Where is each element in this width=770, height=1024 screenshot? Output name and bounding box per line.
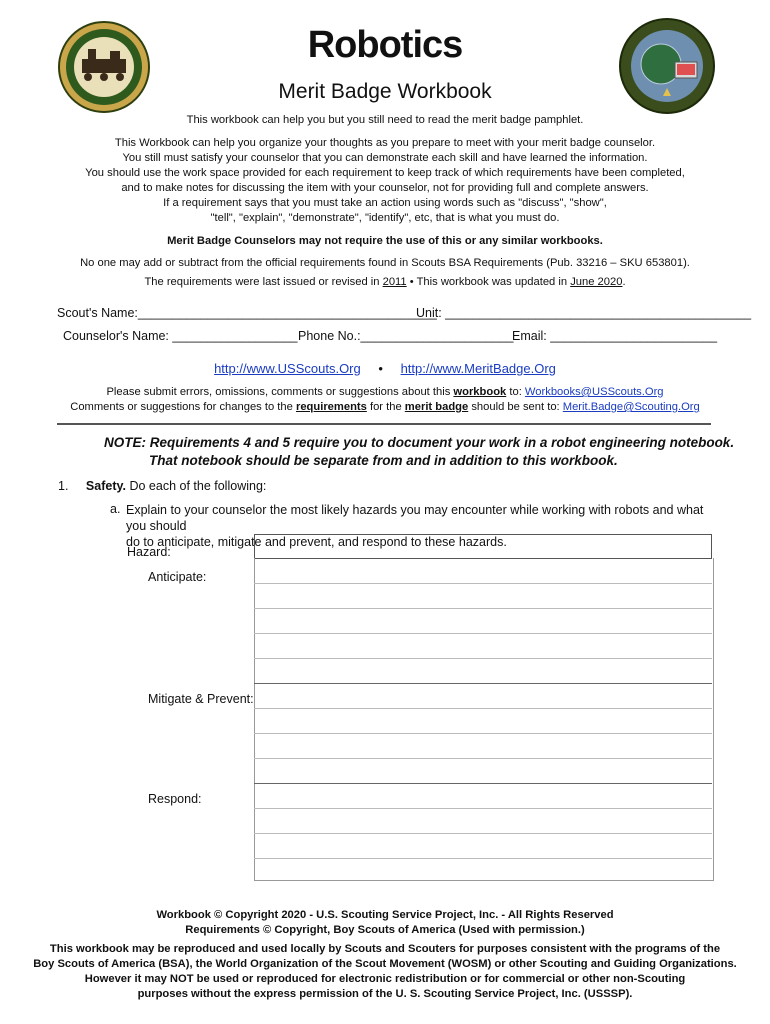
answer-line [254,783,712,784]
note-line-2: That notebook should be separate from and in addition to this workbook. [149,453,618,468]
page-title: Robotics [307,24,463,66]
answer-line [254,808,712,809]
merit-badge-word: merit badge [404,401,469,413]
answer-line [254,758,712,759]
intro-line: If a requirement says that you must take an action using words such as "discuss", "show", [163,197,607,209]
submit-text: Comments or suggestions for changes to the [70,401,296,413]
submit-text: should be sent to: [468,401,563,413]
requirements-note: No one may add or subtract from the official requirements found in Scouts BSA Requirements (Pub. 33216 – SKU 653801). [80,257,690,269]
issued-suffix: . [622,276,626,288]
permission-line: This workbook may be reproduced and used locally by Scouts and Scouters for purposes consistent with the programs of the [49,943,721,955]
answer-line [254,583,712,584]
requirement-title: Safety. [85,479,126,493]
scout-name-field[interactable]: Scout's Name:___________________________________________ [57,306,437,320]
intro-paragraph [0,136,770,226]
answer-line [254,858,712,859]
link-separator: • [378,361,383,376]
mitigate-label: Mitigate & Prevent: [148,692,254,706]
issued-year: 2011 [382,276,407,288]
phone-field[interactable]: Phone No.:______________________ [298,329,514,343]
unit-field[interactable]: Unit: ____________________________________________ [416,306,752,320]
answer-line [254,733,712,734]
answer-line [254,608,712,609]
intro-line: You still must satisfy your counselor that you can demonstrate each skill and have learned the information. [122,152,648,164]
note-line-1: NOTE: Requirements 4 and 5 require you to document your work in a robot engineering notebook. [104,435,735,450]
intro-line: "tell", "explain", "demonstrate", "identify", etc, that is what you must do. [210,212,560,224]
footer-copyright [0,908,770,938]
workbook-word: workbook [453,386,507,398]
workbooks-email-link[interactable]: Workbooks@USScouts.Org [524,386,664,398]
submit-line-1 [0,385,770,400]
issued-prefix: The requirements were last issued or revised in [144,276,383,288]
email-field[interactable]: Email: ________________________ [512,329,718,343]
answer-line [254,658,712,659]
submit-text: for the [366,401,405,413]
hazard-label: Hazard: [127,545,171,559]
counselor-note: Merit Badge Counselors may not require the use of this or any similar workbooks. [167,235,603,247]
copyright-line: Workbook © Copyright 2020 - U.S. Scouting Service Project, Inc. - All Rights Reserved [156,909,614,921]
submit-text: Please submit errors, omissions, comments or suggestions about this [106,386,454,398]
intro-line: This Workbook can help you organize your thoughts as you prepare to meet with your merit badge counselor. [114,137,656,149]
issued-middle: • This workbook was updated in [406,276,571,288]
links-row [0,361,770,376]
issued-line [0,275,770,290]
sub-requirement-letter: a. [110,502,121,516]
pamphlet-note: This workbook can help you but you still need to read the merit badge pamphlet. [186,114,584,126]
permission-line: Boy Scouts of America (BSA), the World Organization of the Scout Movement (WOSM) or other Scouting and Guiding Organizations. [33,958,737,970]
page-subtitle: Merit Badge Workbook [278,80,492,103]
permission-line: However it may NOT be used or reproduced for electronic redistribution or for commercial or other non-Scouting [84,973,686,985]
requirement-text: Do each of the following: [129,479,267,493]
updated-date: June 2020 [570,276,623,288]
sub-requirement-line: do to anticipate, mitigate and prevent, and respond to these hazards. [126,535,507,549]
meritbadge-link[interactable]: http://www.MeritBadge.Org [400,361,556,376]
intro-line: and to make notes for discussing the item with your counselor, not for providing full and complete answers. [121,182,649,194]
submit-text: to: [506,386,525,398]
respond-label: Respond: [148,792,202,806]
merit-badge-email-link[interactable]: Merit.Badge@Scouting.Org [562,401,700,413]
hazard-input[interactable] [254,534,712,559]
submit-line-2 [0,400,770,415]
anticipate-label: Anticipate: [148,570,207,584]
requirement-number: 1. [58,479,69,493]
requirement-1 [58,479,266,493]
permission-line: purposes without the express permission of the U. S. Scouting Service Project, Inc. (USSSP). [137,988,633,1000]
answer-line [254,633,712,634]
usscouts-link[interactable]: http://www.USScouts.Org [214,361,361,376]
divider [57,423,711,425]
answer-line [254,683,712,684]
sub-requirement-line: Explain to your counselor the most likely hazards you may encounter while working with robots and what you should [126,503,704,533]
answer-line [254,833,712,834]
answer-line [254,708,712,709]
footer-permission [0,942,770,1002]
copyright-line: Requirements © Copyright, Boy Scouts of America (Used with permission.) [185,924,585,936]
intro-line: You should use the work space provided for each requirement to keep track of which requirements have been completed, [85,167,685,179]
requirements-word: requirements [295,401,367,413]
counselor-name-field[interactable]: Counselor's Name: __________________ [63,329,298,343]
